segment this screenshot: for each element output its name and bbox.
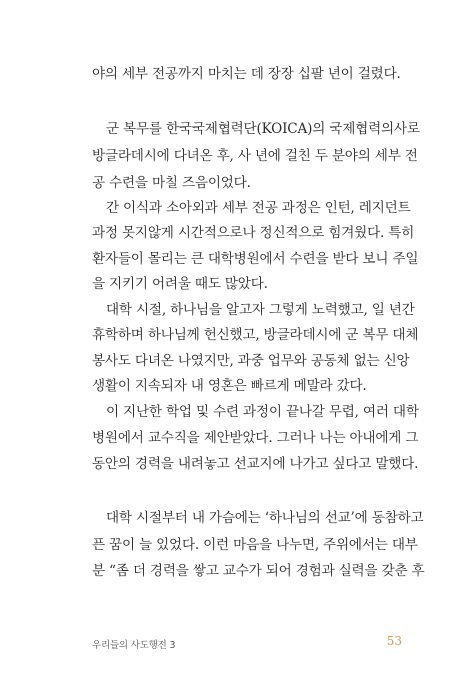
paragraph-line: 휴학하며 하나님께 헌신했고, 방글라데시에 군 복무 대체 [92,327,419,343]
paragraph-line: 공 수련을 마칠 즈음이었다. [92,175,251,191]
paragraph-line: 동안의 경력을 내려놓고 선교지에 나가고 싶다고 말했다. [92,456,419,472]
paragraph-line: 과정 못지않게 시간적으로나 정신적으로 힘겨웠다. 특히 [92,225,415,241]
paragraph-line: 병원에서 교수직을 제안받았다. 그러나 나는 아내에게 그 [92,430,419,446]
paragraph-line: 생활이 지속되자 내 영혼은 빠르게 메말라 갔다. [92,378,367,394]
paragraph-line: 을 지키기 어려울 때도 많았다. [92,276,268,292]
paragraph-line: 대학 시절부터 내 가슴에는 ‘하나님의 선교’에 동참하고 [106,510,424,526]
paragraph-line: 환자들이 몰리는 큰 대학병원에서 수련을 받다 보니 주일 [92,251,419,267]
paragraph-line: 간 이식과 소아외과 세부 전공 과정은 인턴, 레지던트 [106,200,411,216]
paragraph-line: 야의 세부 전공까지 마치는 데 장장 십팔 년이 걸렸다. [92,66,401,82]
paragraph-line: 분 “좀 더 경력을 쌓고 교수가 되어 경험과 실력을 갖춘 후 [92,563,425,579]
paragraph-line: 대학 시절, 하나님을 알고자 그렇게 노력했고, 일 년간 [106,302,415,318]
paragraph-line: 이 지난한 학업 및 수련 과정이 끝나갈 무렵, 여러 대학 [106,404,419,420]
paragraph-line: 방글라데시에 다녀온 후, 사 년에 걸친 두 분야의 세부 전 [92,148,418,164]
paragraph-line: 봉사도 다녀온 나였지만, 과중 업무와 공동체 없는 신앙 [92,353,410,369]
paragraph-line: 픈 꿈이 늘 있었다. 이런 마음을 나누면, 주위에서는 대부 [92,537,418,553]
page-number: 53 [386,634,402,648]
paragraph-line: 군 복무를 한국국제협력단(KOICA)의 국제협력의사로 [106,121,420,137]
running-footer-title: 우리들의 사도행전 3 [92,640,176,651]
